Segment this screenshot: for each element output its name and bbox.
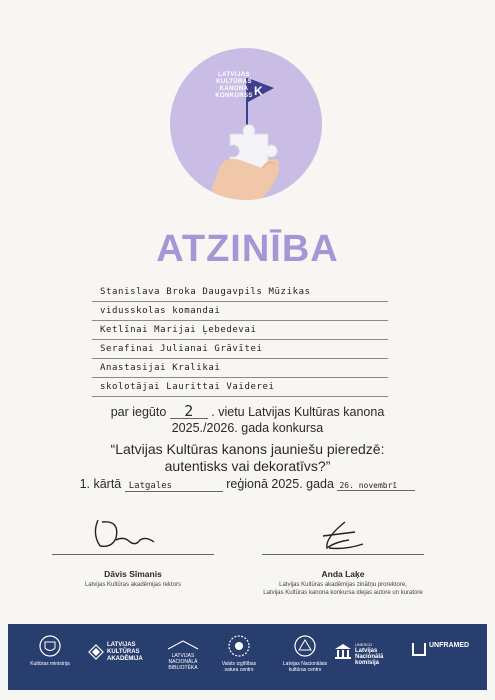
unesco-temple-icon: [334, 642, 352, 660]
contest-logo: [170, 48, 322, 200]
footer-logo-library: LATVIJAS NACIONĀLĀ BIBLIOTĒKA: [158, 640, 208, 671]
recipient-line: Ketlīnai Marijai Ļebedevai: [92, 322, 388, 340]
signatory-role-2-line-2: Latvijas Kultūras kanona konkursa idejas autore un kuratore: [263, 590, 423, 596]
signature-2-image: [305, 518, 375, 554]
signatory-name-2: Anda Laķe: [321, 569, 365, 579]
lka-emblem-icon: [88, 644, 104, 660]
footer-logo-unesco: UNESCO Latvijas Nacionālā komisija: [334, 642, 406, 666]
footer-logo-unframed: UNFRAMED: [412, 642, 480, 650]
region-value: Latgales: [125, 481, 223, 492]
lnkc-emblem-icon: [293, 634, 317, 658]
round-line: 1. kārtā Latgales reģionā 2025. gada 26. novembrī: [0, 477, 495, 492]
hand-icon: [208, 159, 279, 200]
signatory-name-1: Dāvis Sīmanis: [104, 569, 162, 579]
contest-name-line-1: “Latvijas Kultūras kanons jauniešu pieredzē:: [110, 441, 385, 457]
footer-logo-visc: Valsts izglītības satura centrs: [208, 634, 270, 673]
certificate-title: ATZINĪBA: [156, 228, 339, 270]
contest-name-line-2: autentisks vai dekoratīvs?”: [164, 458, 331, 474]
recipient-line: skolotājai Laurittai Vaiderei: [92, 379, 388, 397]
visc-emblem-icon: [227, 634, 251, 658]
logo-graphic: [170, 48, 322, 200]
logo-text: LATVIJAS KULTŪRAS KANONA KONKURSS: [215, 72, 253, 99]
recipient-line: Serafinai Julianai Grāvītei: [92, 341, 388, 359]
award-line: par iegūto 2 . vietu Latvijas Kultūras kanona: [110, 402, 385, 420]
award-year-line: 2025./2026. gada konkursa: [171, 421, 324, 435]
footer-logo-lnkc: Latvijas Nacionālais kultūras centrs: [272, 634, 338, 673]
signature-line-1: [52, 554, 214, 555]
recipient-line: vidusskolas komandai: [92, 303, 388, 321]
library-icon: [166, 640, 200, 650]
footer-logo-lka: LATVIJAS KULTŪRAS AKADĒMIJA: [88, 642, 154, 663]
unframed-icon: [412, 642, 426, 656]
recipient-line: Stanislava Broka Daugavpils Mūzikas: [92, 284, 388, 302]
flag-letter: K: [254, 84, 263, 98]
place-value: 2: [170, 404, 208, 419]
signatory-role-1: Latvijas Kultūras akadēmijas rektors: [84, 582, 182, 588]
recipient-line: Anastasijai Kralikai: [92, 360, 388, 378]
coat-of-arms-icon: [38, 634, 62, 658]
partner-logos-bar: [8, 624, 487, 690]
signature-line-2: [262, 554, 424, 555]
date-value: 26. novembrī: [337, 481, 415, 491]
footer-logo-ministry: Kultūras ministrija: [22, 634, 78, 667]
signatory-role-2-line-1: Latvijas Kultūras akadēmijas zinātņu prorektore,: [279, 582, 407, 588]
signature-1-image: [90, 516, 160, 552]
